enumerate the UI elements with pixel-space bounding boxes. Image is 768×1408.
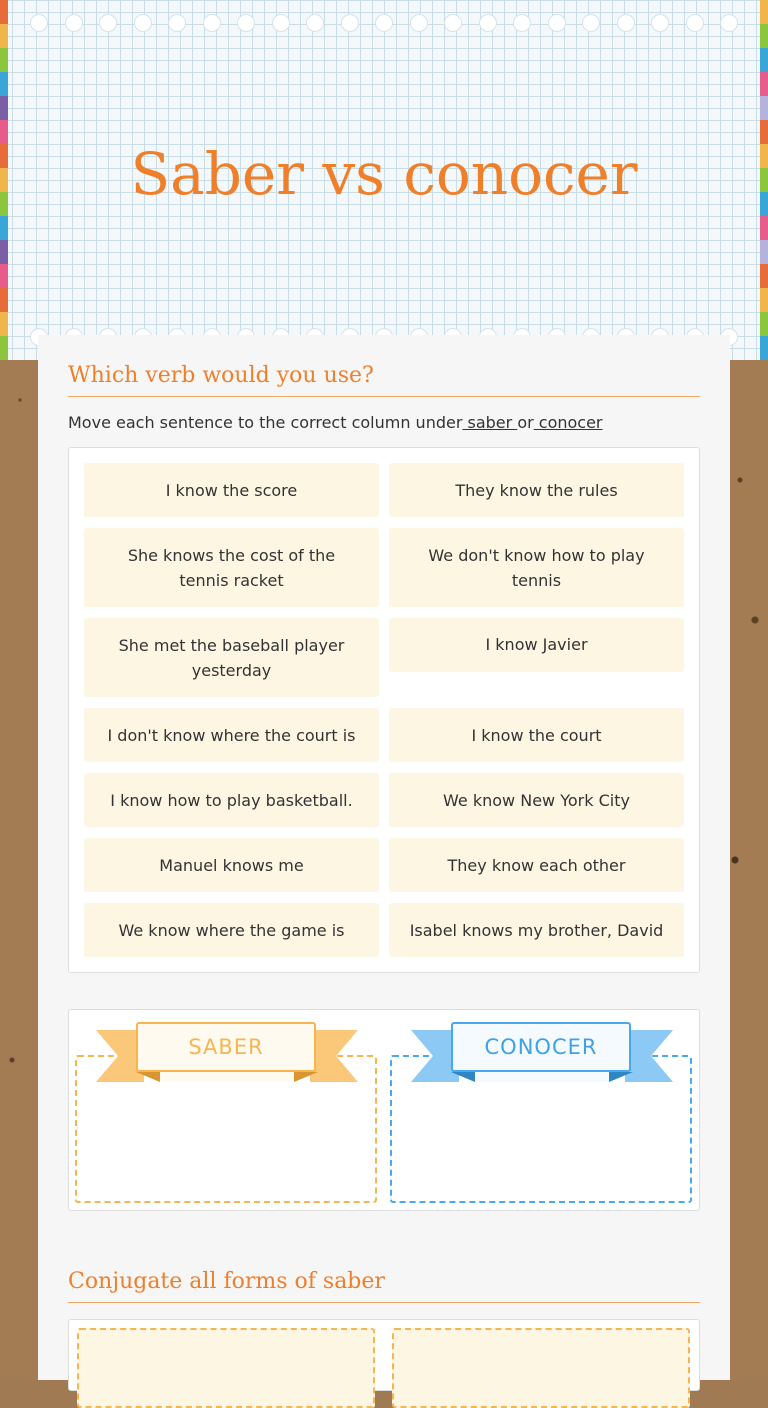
saber-column-label: SABER — [136, 1022, 316, 1072]
sentence-card[interactable]: We know where the game is — [84, 903, 379, 957]
sentence-card[interactable]: We don't know how to play tennis — [389, 528, 684, 607]
notebook-holes-top — [30, 14, 738, 32]
sentence-card[interactable]: I know the score — [84, 463, 379, 517]
sentence-card[interactable]: They know each other — [389, 838, 684, 892]
sentence-card[interactable]: Manuel knows me — [84, 838, 379, 892]
sentence-card[interactable]: She met the baseball player yesterday — [84, 618, 379, 697]
sentence-card[interactable]: We know New York City — [389, 773, 684, 827]
instruction-saber: saber — [462, 413, 518, 432]
conocer-column-label: CONOCER — [451, 1022, 631, 1072]
sentence-card[interactable]: She knows the cost of the tennis racket — [84, 528, 379, 607]
conjugation-input-right[interactable] — [392, 1328, 690, 1408]
sentence-card-pool — [68, 447, 700, 973]
sentence-card[interactable]: They know the rules — [389, 463, 684, 517]
sentence-card[interactable]: I know the court — [389, 708, 684, 762]
instruction-or: or — [517, 413, 534, 432]
sentence-card[interactable]: I know Javier — [389, 618, 684, 672]
conjugation-area — [68, 1319, 700, 1391]
section-title-which-verb: Which verb would you use? — [68, 363, 700, 397]
sentence-card[interactable]: Isabel knows my brother, David — [389, 903, 684, 957]
saber-ribbon — [96, 1018, 358, 1084]
conocer-ribbon — [411, 1018, 673, 1084]
section-title-conjugate: Conjugate all forms of saber — [68, 1269, 700, 1303]
sentence-card[interactable]: I don't know where the court is — [84, 708, 379, 762]
sentence-card[interactable]: I know how to play basketball. — [84, 773, 379, 827]
page-title: Saber vs conocer — [130, 140, 638, 208]
conjugation-input-left[interactable] — [77, 1328, 375, 1408]
sorting-columns — [68, 1009, 700, 1211]
worksheet-body — [38, 335, 730, 1380]
instruction-text: Move each sentence to the correct column under — [68, 413, 463, 432]
worksheet-header — [0, 0, 768, 360]
instruction-conocer: conocer — [533, 413, 603, 432]
instructions — [68, 413, 603, 432]
